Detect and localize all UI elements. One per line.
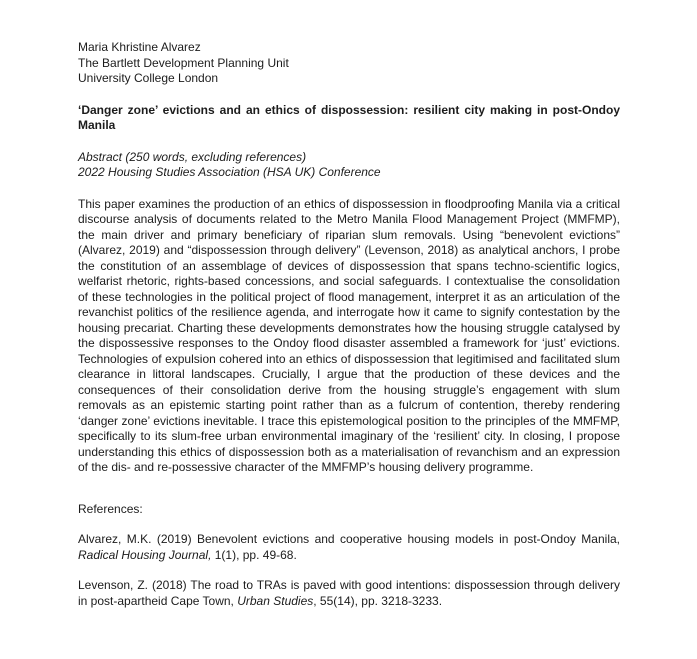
conference-name: 2022 Housing Studies Association (HSA UK) Conference (78, 165, 381, 179)
author-block (78, 40, 620, 87)
reference-journal-title: Urban Studies (237, 593, 314, 608)
paper-title: ‘Danger zone’ evictions and an ethics of dispossession: resilient city making in post-Ondoy Manila (78, 102, 620, 132)
reference-pages: 1(1), pp. 49-68. (211, 547, 297, 562)
reference-text: Alvarez, M.K. (2019) Benevolent evictions and cooperative housing models in post-Ondoy Manila, (78, 532, 620, 546)
abstract-word-note: Abstract (250 words, excluding references) (78, 149, 307, 164)
author-affiliation-university: University College London (78, 71, 219, 85)
abstract-text: This paper examines the production of an ethics of dispossession in floodproofing Manila via a critical discourse analysis of documents related to the Metro Manila Flood Management Project (MMFMP), the main driver and primary beneficiary of riparian slum removals. Using “benevolent evictions” (Alvarez, 2019) and “dispossession through delivery” (Levenson, 2018) as analytical anchors, I probe the constitution of an assemblage of devices of dispossession that spans techno-scientific logics, welfarist rhetoric, rights-based concessions, and social safeguards. I contextualise the consolidation of these technologies in the political project of flood management, interpret it as an articulation of the revanchist politics of the resilience agenda, and interrogate how it came to signify contestation by the housing precariat. Charting these developments demonstrates how the housing struggle catalysed by the dispossessive responses to the Ondoy flood disaster assembled a framework for ‘just’ evictions. Technologies of expulsion cohered into an ethics of dispossession that legitimised and facilitated slum clearance in littoral landscapes. Crucially, I argue that the production of these devices and the consequences of their consolidation derive from the housing struggle’s engagement with slum removals as an epistemic starting point rather than as a fulcrum of contention, thereby rendering ‘danger zone’ evictions inevitable. I trace this epistemological position to the principles of the MMFMP, specifically to its slum-free urban environmental imaginary of the ‘resilient’ city. In closing, I propose understanding this ethics of dispossession both as a materialisation of revanchism and an expression of the dis- and re-possessive character of the MMFMP’s housing delivery programme. (78, 196, 620, 474)
references-heading: References: (78, 501, 143, 516)
reference-journal-title: Radical Housing Journal, (78, 547, 212, 562)
author-affiliation-unit: The Bartlett Development Planning Unit (78, 55, 289, 70)
reference-text: Levenson, Z. (2018) The road to TRAs is paved with good intentions: dispossession through delivery in post-apartheid Cape Town, (78, 578, 620, 608)
author-name: Maria Khristine Alvarez (78, 40, 201, 54)
meta-block (78, 150, 620, 181)
reference-item-alvarez (78, 532, 620, 563)
reference-item-levenson (78, 578, 620, 609)
reference-pages: , 55(14), pp. 3218-3233. (313, 593, 443, 608)
